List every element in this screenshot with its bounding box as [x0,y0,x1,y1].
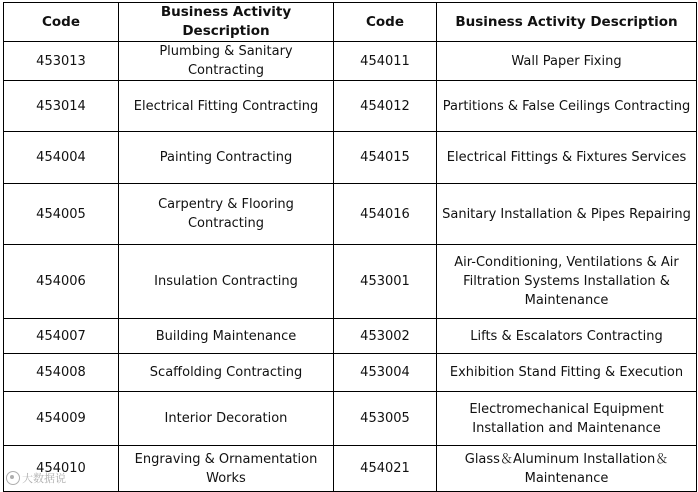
description-cell: Painting Contracting [119,132,334,184]
table-row [4,42,697,81]
table-header-row [4,3,697,42]
header-code-2: Code [334,3,437,42]
table-row [4,319,697,354]
watermark-logo-icon [6,471,20,485]
table-row [4,184,697,245]
watermark [6,470,66,486]
code-cell: 454006 [4,245,119,319]
code-cell: 454010 [4,446,119,492]
table-row [4,392,697,446]
code-cell: 453013 [4,42,119,81]
description-cell: Building Maintenance [119,319,334,354]
code-cell: 453004 [334,354,437,392]
business-activity-table [3,2,697,492]
header-description-2: Business Activity Description [437,3,697,42]
description-cell: Insulation Contracting [119,245,334,319]
description-cell: Glass＆Aluminum Installation＆Maintenance [437,446,697,492]
watermark-text: 大数据说 [22,472,66,485]
code-cell: 454021 [334,446,437,492]
code-cell: 454016 [334,184,437,245]
code-cell: 454004 [4,132,119,184]
description-cell: Scaffolding Contracting [119,354,334,392]
description-cell: Electrical Fitting Contracting [119,81,334,132]
code-cell: 453001 [334,245,437,319]
table-row [4,132,697,184]
header-code-1: Code [4,3,119,42]
description-cell: Carpentry & Flooring Contracting [119,184,334,245]
code-cell: 454009 [4,392,119,446]
description-cell: Lifts & Escalators Contracting [437,319,697,354]
code-cell: 453002 [334,319,437,354]
code-cell: 454011 [334,42,437,81]
code-cell: 454012 [334,81,437,132]
table-row [4,245,697,319]
table-row [4,81,697,132]
header-description-1: Business Activity Description [119,3,334,42]
code-cell: 454015 [334,132,437,184]
description-cell: Interior Decoration [119,392,334,446]
code-cell: 454005 [4,184,119,245]
code-cell: 454007 [4,319,119,354]
description-cell: Partitions & False Ceilings Contracting [437,81,697,132]
description-cell: Plumbing & Sanitary Contracting [119,42,334,81]
document-table-container [3,2,697,492]
table-row [4,446,697,492]
code-cell: 453005 [334,392,437,446]
description-cell: Wall Paper Fixing [437,42,697,81]
description-cell: Sanitary Installation & Pipes Repairing [437,184,697,245]
code-cell: 453014 [4,81,119,132]
description-cell: Exhibition Stand Fitting & Execution [437,354,697,392]
description-cell: Air-Conditioning, Ventilations & Air Filtration Systems Installation & Maintenance [437,245,697,319]
description-cell: Electrical Fittings & Fixtures Services [437,132,697,184]
description-cell: Electromechanical Equipment Installation and Maintenance [437,392,697,446]
code-cell: 454008 [4,354,119,392]
description-cell: Engraving & Ornamentation Works [119,446,334,492]
table-row [4,354,697,392]
